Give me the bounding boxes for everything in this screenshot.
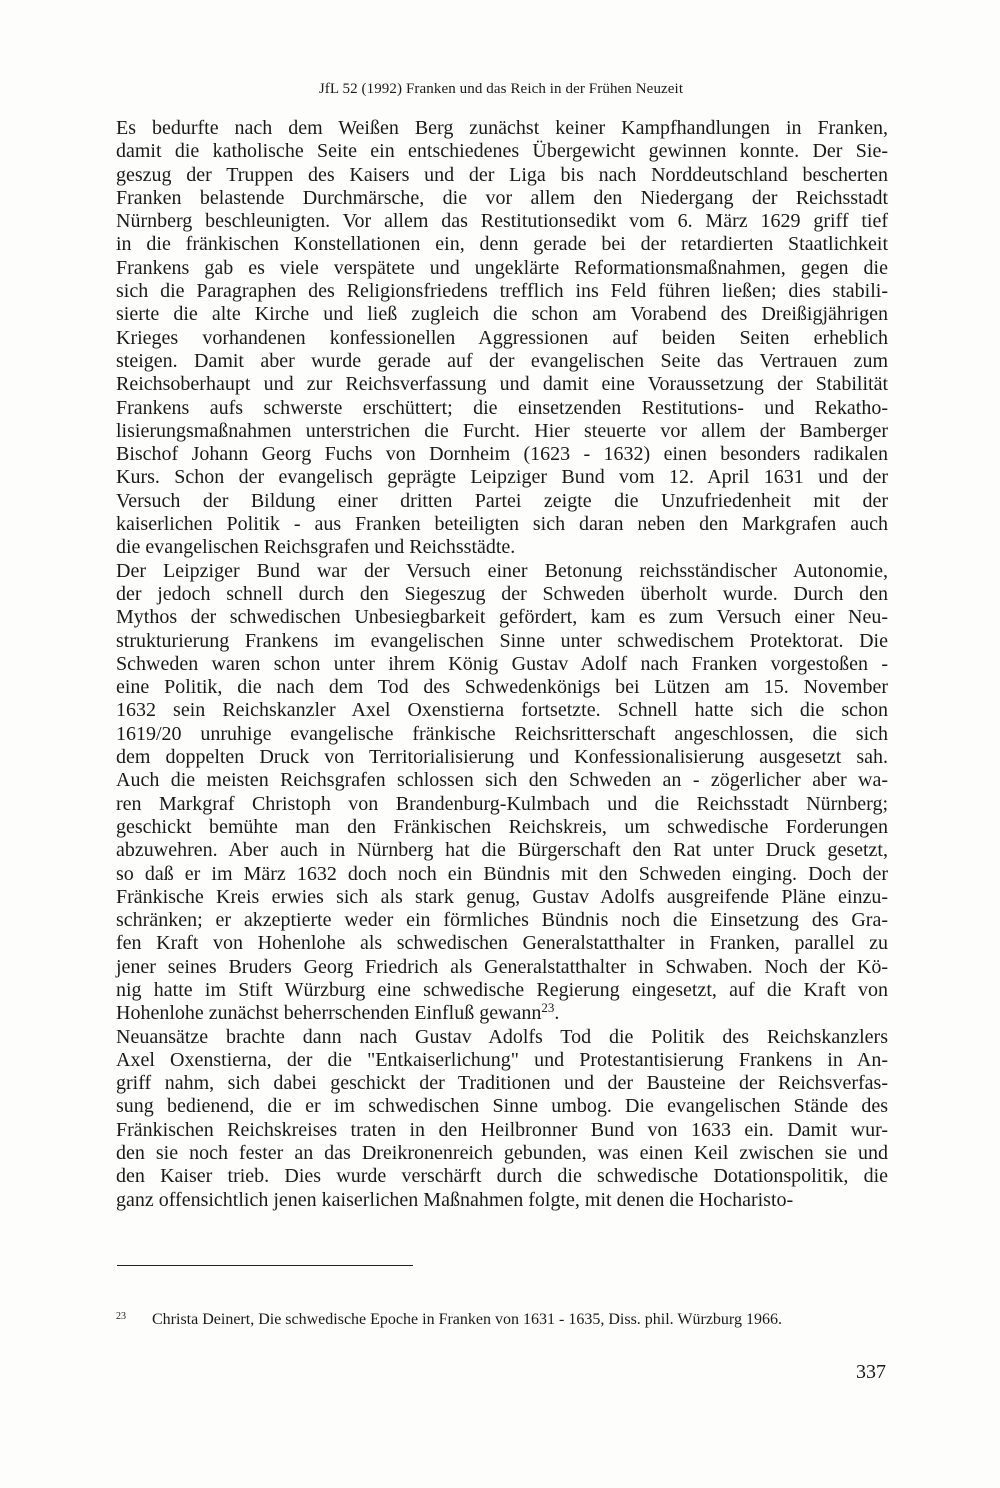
text-line: sierte die alte Kirche und ließ zugleich die schon am Vorabend des Dreißigjährigen	[116, 303, 888, 326]
text-line: lisierungsmaßnahmen unterstrichen die Furcht. Hier steuerte vor allem der Bamberger	[116, 419, 888, 442]
text-line: Fränkische Kreis erwies sich als stark genug, Gustav Adolfs ausgreifende Pläne einzu-	[116, 885, 888, 908]
text-line: Frankens aufs schwerste erschüttert; die einsetzenden Restitutions- und Rekatho-	[116, 396, 888, 419]
footnote	[116, 1307, 896, 1330]
text-line: Fränkischen Reichskreises traten in den Heilbronner Bund von 1633 ein. Damit wur-	[116, 1118, 888, 1141]
text-line: Schweden waren schon unter ihrem König Gustav Adolf nach Franken vorgestoßen -	[116, 652, 888, 675]
text-line: Auch die meisten Reichsgrafen schlossen sich den Schweden an - zögerlicher aber wa-	[116, 769, 888, 792]
text-line-end: .	[554, 1002, 560, 1025]
text-line: Der Leipziger Bund war der Versuch einer Betonung reichsständischer Autonomie,	[116, 559, 888, 582]
text-line: geszug der Truppen des Kaisers und der Liga bis nach Norddeutschland bescherten	[116, 163, 888, 186]
text-line: griff nahm, sich dabei geschickt der Traditionen und der Bausteine der Reichsverfas-	[116, 1072, 888, 1095]
paragraph	[116, 117, 888, 560]
text-line: Mythos der schwedischen Unbesiegbarkeit gefördert, kam es zum Versuch einer Neu-	[116, 606, 888, 629]
text-line: nig hatte im Stift Würzburg eine schwedische Regierung eingesetzt, auf die Kraft von	[116, 978, 888, 1001]
text-line: in die fränkischen Konstellationen ein, denn gerade bei der retardierten Staatlichkeit	[116, 233, 888, 256]
text-line: sich die Paragraphen des Religionsfriedens trefflich ins Feld führen ließen; dies stabili-	[116, 280, 888, 303]
page-number: 337	[856, 1361, 886, 1383]
text-line: steigen. Damit aber wurde gerade auf der evangelischen Seite das Vertrauen zum	[116, 349, 888, 372]
text-line: strukturierung Frankens im evangelischen Sinne unter schwedischem Protektorat. Die	[116, 629, 888, 652]
text-line: abzuwehren. Aber auch in Nürnberg hat die Bürgerschaft den Rat unter Druck gesetzt,	[116, 839, 888, 862]
text-line: die evangelischen Reichsgrafen und Reichsstädte.	[116, 536, 516, 559]
text-line: Versuch der Bildung einer dritten Partei zeigte die Unzufriedenheit mit der	[116, 489, 888, 512]
footnote-number: 23	[116, 1311, 126, 1322]
text-line: kaiserlichen Politik - aus Franken beteiligten sich daran neben den Markgrafen auch	[116, 513, 888, 536]
text-line: geschickt bemühte man den Fränkischen Reichskreis, um schwedische Forderungen	[116, 815, 888, 838]
footnote-text: Christa Deinert, Die schwedische Epoche in Franken von 1631 - 1635, Diss. phil. Würzburg 1966.	[152, 1311, 782, 1328]
text-line: 1632 sein Reichskanzler Axel Oxenstierna fortsetzte. Schnell hatte sich die schon	[116, 699, 888, 722]
running-head: JfL 52 (1992) Franken und das Reich in der Frühen Neuzeit	[318, 81, 684, 97]
text-line: ganz offensichtlich jenen kaiserlichen Maßnahmen folgte, mit denen die Hocharisto-	[116, 1188, 794, 1211]
footnote-reference[interactable]: 23	[541, 1000, 555, 1016]
text-line: eine Politik, die nach dem Tod des Schwedenkönigs bei Lützen am 15. November	[116, 676, 888, 699]
paragraph	[116, 560, 888, 1026]
text-line: Reichsoberhaupt und zur Reichsverfassung und damit eine Voraussetzung der Stabilität	[116, 373, 888, 396]
text-line: damit die katholische Seite ein entschiedenes Übergewicht gewinnen konnte. Der Sie-	[116, 140, 888, 163]
text-line: fen Kraft von Hohenlohe als schwedischen Generalstatthalter in Franken, parallel zu	[116, 932, 888, 955]
footnote-divider	[117, 1265, 413, 1266]
text-line: Franken belastende Durchmärsche, die vor allem den Niedergang der Reichsstadt	[116, 186, 888, 209]
text-line	[116, 1002, 888, 1025]
text-line: Nürnberg beschleunigten. Vor allem das Restitutionsedikt vom 6. März 1629 griff tief	[116, 210, 888, 233]
text-line-content: Hohenlohe zunächst beherrschenden Einfluß gewann	[116, 1002, 542, 1025]
text-line: Kurs. Schon der evangelisch geprägte Leipziger Bund vom 12. April 1631 und der	[116, 466, 888, 489]
text-line: sung bedienend, die er im schwedischen Sinne umbog. Die evangelischen Stände des	[116, 1095, 888, 1118]
text-line: den Kaiser trieb. Dies wurde verschärft durch die schwedische Dotationspolitik, die	[116, 1165, 888, 1188]
text-line: Krieges vorhandenen konfessionellen Aggressionen auf beiden Seiten erheblich	[116, 326, 888, 349]
paragraph	[116, 1026, 888, 1212]
text-line: Axel Oxenstierna, der die "Entkaiserlichung" und Protestantisierung Frankens in An-	[116, 1048, 888, 1071]
text-line: Neuansätze brachte dann nach Gustav Adolfs Tod die Politik des Reichskanzlers	[116, 1025, 888, 1048]
text-line: der jedoch schnell durch den Siegeszug der Schweden überholt wurde. Durch den	[116, 582, 888, 605]
text-line: ren Markgraf Christoph von Brandenburg-Kulmbach und die Reichsstadt Nürnberg;	[116, 792, 888, 815]
text-line: Frankens gab es viele verspätete und ungeklärte Reformationsmaßnahmen, gegen die	[116, 256, 888, 279]
text-line: schränken; er akzeptierte weder ein förmliches Bündnis noch die Einsetzung des Gra-	[116, 909, 888, 932]
text-line: so daß er im März 1632 doch noch ein Bündnis mit den Schweden einging. Doch der	[116, 862, 888, 885]
text-line: den sie noch fester an das Dreikronenreich gebunden, was einen Keil zwischen sie und	[116, 1142, 888, 1165]
text-line: dem doppelten Druck von Territorialisierung und Konfessionalisierung ausgesetzt sah.	[116, 746, 888, 769]
text-line: jener seines Bruders Georg Friedrich als Generalstatthalter in Schwaben. Noch der Kö-	[116, 955, 888, 978]
text-line: Es bedurfte nach dem Weißen Berg zunächst keiner Kampfhandlungen in Franken,	[116, 117, 888, 139]
text-line: 1619/20 unruhige evangelische fränkische Reichsritterschaft angeschlossen, die sich	[116, 722, 888, 745]
body-text	[116, 117, 888, 1212]
text-line: Bischof Johann Georg Fuchs von Dornheim (1623 - 1632) einen besonders radikalen	[116, 443, 888, 466]
